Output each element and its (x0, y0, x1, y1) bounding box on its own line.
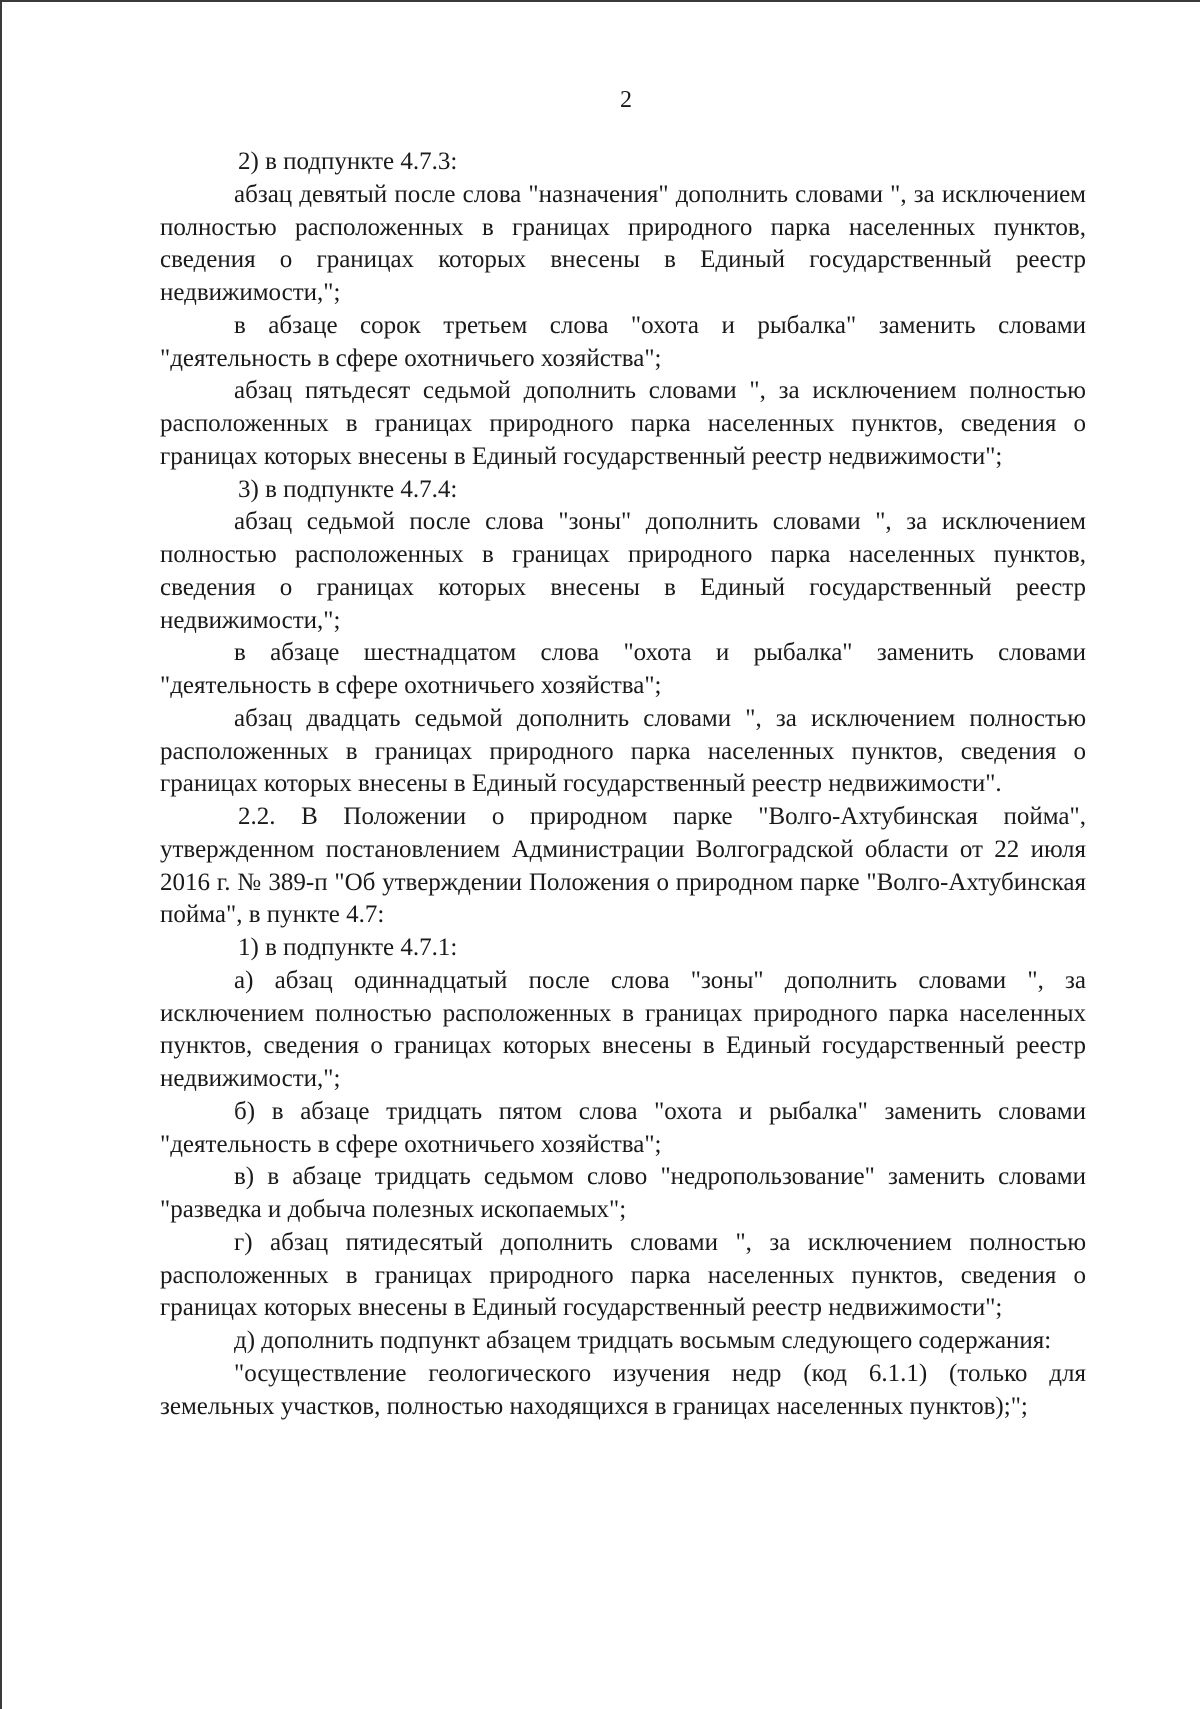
paragraph-amendment: абзац пятьдесят седьмой дополнить словами ", за исключением полностью расположенных в границах природного парка населенных пунктов, сведения о границах которых внесены в Единый государственный реестр недвижимости"; (160, 377, 1086, 470)
paragraph-amendment-v: в) в абзаце тридцать седьмом слово "недропользование" заменить словами "разведка и добыча полезных ископаемых"; (160, 1163, 1086, 1223)
scan-edge-top (0, 0, 1200, 2)
paragraph-subitem-2-heading: 2) в подпункте 4.7.3: (238, 148, 458, 175)
paragraph-section-2-2: 2.2. В Положении о природном парке "Волго-Ахтубинская пойма", утвержденном постановлением Администрации Волгоградской области от 22 июля 2016 г. № 389-п "Об утверждении Положения о природном парке "Волго-Ахтубинская пойма", в пункте 4.7: (160, 803, 1086, 929)
paragraph-subitem-1-heading: 1) в подпункте 4.7.1: (238, 934, 458, 961)
scan-edge-left (0, 0, 2, 1709)
document-body (160, 146, 1086, 1423)
paragraph-amendment: абзац двадцать седьмой дополнить словами ", за исключением полностью расположенных в границах природного парка населенных пунктов, сведения о границах которых внесены в Единый государственный реестр недвижимости". (160, 704, 1086, 798)
paragraph-amendment: абзац седьмой после слова "зоны" дополнить словами ", за исключением полностью расположенных в границах природного парка населенных пунктов, сведения о границах которых внесены в Единый государственный реестр недвижимости,"; (160, 508, 1086, 634)
paragraph-quoted-text: "осуществление геологического изучения недр (код 6.1.1) (только для земельных участков, полностью находящихся в границах населенных пунктов);"; (160, 1359, 1086, 1420)
paragraph-amendment-b: б) в абзаце тридцать пятом слова "охота и рыбалка" заменить словами "деятельность в сфере охотничьего хозяйства"; (160, 1097, 1086, 1158)
page-number: 2 (620, 87, 632, 113)
paragraph-amendment: в абзаце шестнадцатом слова "охота и рыбалка" заменить словами "деятельность в сфере охотничьего хозяйства"; (160, 639, 1086, 699)
paragraph-amendment-a: а) абзац одиннадцатый после слова "зоны" дополнить словами ", за исключением полностью расположенных в границах природного парка населенных пунктов, сведения о границах которых внесены в Единый государственный реестр недвижимости,"; (160, 966, 1086, 1092)
paragraph-amendment: абзац девятый после слова "назначения" дополнить словами ", за исключением полностью расположенных в границах природного парка населенных пунктов, сведения о границах которых внесены в Единый государственный реестр недвижимости,"; (160, 180, 1086, 306)
paragraph-amendment: в абзаце сорок третьем слова "охота и рыбалка" заменить словами "деятельность в сфере охотничьего хозяйства"; (160, 311, 1086, 372)
paragraph-amendment-g: г) абзац пятидесятый дополнить словами ", за исключением полностью расположенных в границах природного парка населенных пунктов, сведения о границах которых внесены в Единый государственный реестр недвижимости"; (160, 1228, 1086, 1322)
paragraph-amendment-d: д) дополнить подпункт абзацем тридцать восьмым следующего содержания: (234, 1327, 1052, 1354)
paragraph-subitem-3-heading: 3) в подпункте 4.7.4: (238, 475, 458, 503)
